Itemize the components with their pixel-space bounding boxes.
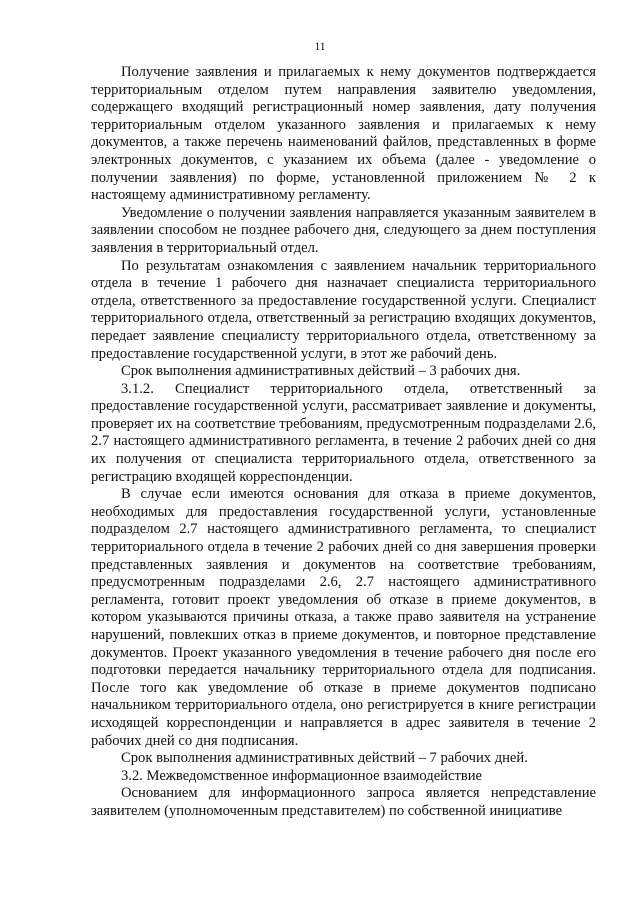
paragraph-3-1-2: 3.1.2. Специалист территориального отдела, ответственный за предоставление государственной услуги, рассматривает заявление и документы, проверяет их на соответствие требованиям, предусмотренным подразделами 2.6, 2.7 настоящего административного регламента, в течение 2 рабочих дней со дня их получения от специалиста территориального отдела, ответственного за регистрацию входящей корреспонденции.: [91, 380, 596, 485]
section-heading-3-2: 3.2. Межведомственное информационное взаимодействие: [121, 767, 483, 784]
paragraph-review-results: По результатам ознакомления с заявлением начальник территориального отдела в течение 1 рабочего дня назначает специалиста территориального отдела, ответственного за предоставление государственной услуги. Специалист территориального отдела, ответственный за регистрацию входящих документов, передает заявление специалисту территориального отдела, ответственному за предоставление государственной услуги, в этот же рабочий день.: [91, 257, 596, 362]
page-number: 11: [314, 41, 326, 53]
paragraph-deadline-3-days: Срок выполнения административных действий – 3 рабочих дня.: [121, 363, 521, 380]
document-body: [91, 64, 596, 821]
paragraph-request-basis: Основанием для информационного запроса является непредставление заявителем (уполномоченным представителем) по собственной инициативе: [91, 785, 596, 819]
paragraph-deadline-7-days: Срок выполнения административных действий – 7 рабочих дней.: [121, 750, 528, 767]
paragraph-notification-sending: Уведомление о получении заявления направляется указанным заявителем в заявлении способом не позднее рабочего дня, следующего за днем поступления заявления в территориальный отдел.: [91, 204, 596, 256]
paragraph-notification-receipt: Получение заявления и прилагаемых к нему документов подтверждается территориальным отделом путем направления заявителю уведомления, содержащего входящий регистрационный номер заявления, дату получения территориальным отделом указанного заявления и прилагаемых к нему документов, а также перечень наименований файлов, представленных в форме электронных документов, с указанием их объема (далее - уведомление о получении заявления) по форме, установленной приложением № 2 к настоящему административному регламенту.: [91, 64, 596, 204]
paragraph-refusal-grounds: В случае если имеются основания для отказа в приеме документов, необходимых для предоставления государственной услуги, установленные подразделом 2.7 настоящего административного регламента, то специалист территориального отдела в течение 2 рабочих дней со дня завершения проверки представленных заявления и документов на соответствие требованиям, предусмотренным подразделами 2.6, 2.7 настоящего административного регламента, готовит проект уведомления об отказе в приеме документов, в котором указываются причины отказа, а также право заявителя на устранение нарушений, повлекших отказ в приеме документов, и повторное представление документов. Проект указанного уведомления в течение рабочего дня после его подготовки передается начальнику территориального отдела для подписания. После того как уведомление об отказе в приеме документов подписано начальником территориального отдела, оно регистрируется в книге регистрации исходящей корреспонденции и направляется в адрес заявителя в течение 2 рабочих дней со дня подписания.: [91, 486, 596, 749]
